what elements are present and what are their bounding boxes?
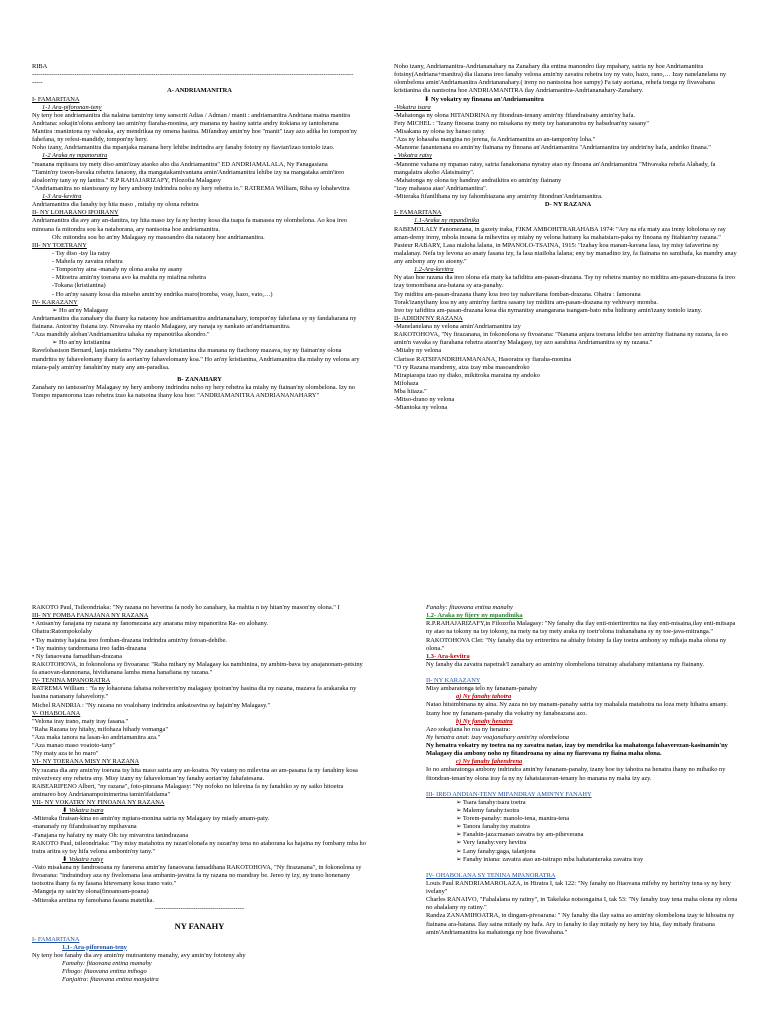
text-line: Mifohaza <box>394 379 419 387</box>
text-line: Andriamanitra dia avy any an-danitra, tsy hita maso izy fa ny heriny kosa dia tsapa fa manasea ny olombelona. Ao koa ireo minoana fa mitondra sou ka nataborana, ary nantsoina hoe andriamanitra. <box>32 217 347 233</box>
text-line: ➢ Torem-panahy: manolo-tena, manira-tena <box>456 815 570 822</box>
text-line: ➢ Fanahin-jaza:manao zavatra tsy am-piheverana <box>456 831 584 839</box>
text-line: Natao hitsimbinana ny aina. Ny zaza no tsy manam-panahy satria tsy mahalala matahotra na loza mety hihatra amany. Izany hoe ny fananam-panahy dia vokatry ny fanabeazana azo. <box>426 701 728 717</box>
text-line: III- NY TOETRANY <box>32 241 87 249</box>
text-line: -Mangeja ny sain'ny olona(finoanoam-poana) <box>32 888 149 896</box>
text-line: VII- NY VOKATRY NY FINOANA NY RAZANA <box>32 799 165 806</box>
text-line: ----- <box>32 79 43 87</box>
text-line: RAKOTOHOVA Clet: "Ny fanahy dia tsy eritreritra na ahiahy fotsiny fa ilay toetra ambony sy mihaja maha olona ny olona." <box>426 636 727 652</box>
page-top-right-column <box>394 63 742 493</box>
text-line: "Ny maty aza te ho maro" <box>32 750 99 758</box>
text-line: Andriana: sokajin'olona ambony tao amin'ny fiaraha-monina, ary manana ny hasiny satria andry itokiana sy iantoherana <box>32 119 339 127</box>
text-line: Io no ambaratonga ambony indrindra amin'ny fananam-panahy, izany hoe tsy tahotra na henatra ihany no mibaiko ny fitondran-tenan'ny olona iray fa ny ny fahatsiaravan-tenany ho manana ny maha izy azy. <box>426 766 726 782</box>
text-line: - Vokatra ratsy <box>394 152 432 160</box>
text-line: II- NY KARAZANY <box>426 677 481 684</box>
text-line: Manitra :manintona ny vahoaka, ary mendrikaa ny omena hasina. Mifandray amin'ny hoe "manit" izay azo adika ho tompon'ny fahefana, ny refesi-mandidy, tompon'ny hery. <box>32 128 358 144</box>
text-line: V- OHABOLANA <box>32 709 81 717</box>
page-bottom-right-column <box>426 604 742 1019</box>
text-line: Tsy miditra am-pasan-drazana ihany koa ireo tsy nahavitana fomban-drazana. Ohatra : famorana <box>394 290 641 298</box>
text-line: ➢ Lany fanahy:gaga, talanjona <box>456 847 536 855</box>
text-line: -Mahatonga ny olona HITANDRINA ny fitondran-tenany amin'ny fifandraisany amin'ny hafa. <box>394 111 636 119</box>
text-line: 1-3 Ara-kevitra <box>42 193 82 200</box>
text-line: Fety MICHEL : "Izany finoana izany no misakana ny mety tsy hanaranotra ny habadoan'ny sasany" <box>394 119 649 127</box>
text-line: 1.1- Ara-piforonan-teny <box>62 943 127 951</box>
text-line: -Mitahy ny velona <box>394 347 442 355</box>
text-line: Michel RANDRIA : "Ny razana no voalohany indrindra ankatoavina sy hajain'ny Malagasy." <box>32 701 271 709</box>
text-line: VI- NY TOERANA MISY NY RAZANA <box>32 758 140 766</box>
text-line: IV- OHABOLANA SY TENINA MPANORATRA <box>426 871 556 879</box>
text-line: -Mitso-drano ny velona <box>394 396 455 404</box>
text-line: "manana mpitsara tsy mety diso amin'izay ataoko aho dia Andriamanitra" ED ANDRIAMALALA, Ny Fanagasiana <box>32 160 328 168</box>
text-line: a) Ny fanahy tahotra <box>456 693 512 701</box>
text-line: "Aza maka tanora na lasan-ko andriamanitra aza." <box>32 734 161 741</box>
text-line: Ny henatra vokatry ny toetra na ny zavatra natao, izay tsy mendrika ka mahatonga fahaverezan-kasinamin'ny Malagasy dia ambony noho ny fitandroana ny aina ny fiarovana ny fiaina maha olona. <box>426 742 728 758</box>
text-line: NY FANAHY <box>174 920 225 931</box>
text-line: ------------------------------------------ <box>154 904 245 912</box>
text-line: Andriamanitra dia fanahy tsy hita maso , mitahy ny olona rehetra <box>32 201 199 209</box>
text-line: 1.2- Araka ny fijery ny mpandinika <box>426 612 523 620</box>
text-line: - Tompon'ny aina -manaly ny olona araka ny asany <box>52 266 183 274</box>
text-line: "Aza ny lohasaha mangina no jerena, fa Andriamanitra ao an-tampon'ny loha." <box>394 136 596 144</box>
text-line: Fanjaitra: fitaovana entina manjaitra <box>62 976 159 984</box>
text-line: • Tsy maintsy hajaina ireo fomban-drazana indrindra amin'ny fotoan-dehibe. <box>32 636 228 644</box>
text-line: IV- TENINA MPANORATRA <box>32 677 111 685</box>
text-line: Randza ZANAMIHOATRA, in dingam-pivoarana: " Ny fanahy dia ilay saina ao amin'ny olombelona izay te hihoatra ny fiainana ara-batana. Ilay saina mitady ny hafa. Ary io fanahy io ilay mitady ny hery tsy hita, ilay mitady firaisana amin'Andriamanitra ka mahatonga ny hoe fivavahana." <box>426 912 735 936</box>
text-line: II- NY LOHARANO IPOIRANY <box>32 209 119 217</box>
text-line: "Andriamanitra no niantsoany ny hery ambony indrindra noho ny hery rehetra io." RATREMA William, Riba sy lohahevitra <box>32 184 350 192</box>
text-line: "Aza manao maso voatoto-tany" <box>32 742 116 750</box>
text-line: III- NY FOMBA FANAJANA NY RAZANA <box>32 612 149 620</box>
text-line: -Vokatra tsara <box>394 103 431 111</box>
text-line: ------------------------------------------------------------------------------------------------------------------------------------------------------- <box>32 71 354 79</box>
text-line: Oh: mitondra sou ho an'ny Malagasy ny masoandro dia nataony hoe andriamanitra. <box>52 233 265 241</box>
text-line: Clarisse RATSIFANDRIHAMANANA, Hasoratra sy fiaraha-monina <box>394 355 572 363</box>
text-line: Famahy: fitaovana entina mamahy <box>62 959 152 967</box>
text-line: -Miantoka ny velona <box>394 404 448 412</box>
text-line: -Manome fanantenana eo amin'ny fiainana ny finoana an'Andriamanitra "Andriamanitra tsy andrin'ny hafa, andriko finana." <box>394 144 711 152</box>
text-line: b) Ny fanahy henatra <box>456 717 513 725</box>
text-line: B- ZANAHARY <box>177 375 222 383</box>
text-line: RAKOTOHOVA, in fokonolona sy fivoarana: "Raha mihary ny Malagasy ka nambinina, ny ambim-bava tsy anajanonam-petsiny fa anaovan-dannonana, hividianana lamba mena hanafiana ny razana." <box>32 660 363 676</box>
text-line: Mba hiiaza." <box>394 388 427 395</box>
text-line: I- FAMARITANA <box>32 95 80 103</box>
text-line: RAKOTO Paul, Tsileondriaka: "Ny razana no heverina fa nody ho zanahary, ka mahita n tsy hitan'ny mason'ny olona." I <box>32 604 340 611</box>
text-line: III- IREO ANDIAN-TENY MIFANDRAY AMIN'NY FANAHY <box>426 790 592 798</box>
text-line: - Mahefa ny zavatra rehetra <box>52 258 123 265</box>
text-line: II- ADIDIN'NY RAZANA <box>394 314 463 322</box>
text-line: -Miteraka firaisan-kina eo amin'ny mpiara-monina satria ny Malagasy tsy miady amam-paty. <box>32 815 270 823</box>
text-line <box>426 669 742 677</box>
text-line: ⬇ Vokatra ratsy <box>62 855 104 863</box>
text-line: Pasteur RABARY, Lasa nialoha lalana, in MPANOLO-TSAINA, 1915: "Izahay koa manan-kavana lasa, tsy misy tafaverina ny malalanay. Nefa tsy levona ao anaty fasana izy, fa lasa niaiIoha lalana; eny tsy manadino izy, fa fiainana no samihafa, ka mandry anay any ambony any no atoeny." <box>394 241 737 265</box>
text-line: c) Ny fanahy fahendrena <box>456 758 523 766</box>
text-line: -Manome vahana ny mpanao ratsy, satria fanakonana nyratsy atao ny finoana an'Andriamanitra "Mivavaka rehefa Alahady, fa mangalatra akoho Alatsinainy". <box>394 160 716 176</box>
text-line: 1-1 Ara-piforonan-teny <box>42 103 102 111</box>
page-bottom-left-column <box>32 604 367 1019</box>
text-line: -Miteraka fifanilihana ny tsy fahombiazana any amin'ny fitondran'Andriamanitra. <box>394 193 603 200</box>
text-line: RAKOTOHOVA, "Ny firazanana, in fokonolona sy fivoarana: "Nanana anjara toerana lehibe teo amin'ny fiainana ny razana, fa eo amin'n vavaka sy fiarahana rehetra ataon'ny Malagasy, tsy azo aarahina Andriamanitra sy ny razana." <box>394 331 728 347</box>
text-line: -Mahatonga ny olona tsy handray andraikitra eo amin'ny fiainany <box>394 176 562 184</box>
text-line: ➢ Tsara fanahy:tsara toetra <box>456 798 526 806</box>
text-line: D- NY RAZANA <box>544 201 592 209</box>
text-line: "Aza mandidy aloban'Andriamanitra tahaka ny mpanotrika akondro." <box>32 331 210 339</box>
text-line: 1.2-Ara-kevitra <box>414 266 454 274</box>
text-line: Zanahary no iantsoan'ny Malagasy ny hery ambony indrindra noho ny hery rehetra ka miahy ny fiainan'ny olombelona. Izy no Tompo mpamorona izao rehetra izao ka natsoina ihany koa hoe: "ANDRIAMANITRA ANDRIANANAHARY" <box>32 383 355 399</box>
text-line: Ireo tsy tafiditra am-pasan-drazana kosa dia nymanitsy anangarana tsangam-bato mba hidirany amin'izany tontolo izany. <box>394 306 703 314</box>
text-line: Fanahy: fitaovana entina manahy <box>426 604 513 611</box>
text-line: "O ry Razana mandreny, aiza izay mba masoandroko <box>394 363 530 371</box>
text-line: -Manelanelana ny velona amin'Andriamanitra izy <box>394 323 521 330</box>
text-line: -Misakana ny olona tsy hanao ratsy <box>394 128 485 135</box>
text-line: Charles RANAIVO, "Fahalalana ny ratiny", in Takelaka notsongaina I, tak 53: "Ny fanahy izay tena maha olona ny olona no ahalalany ny ratiny." <box>426 896 738 912</box>
text-line: ➢ Tanora fanahy:tsy matotra <box>456 823 530 831</box>
text-line: 1.1-Araka ny mpandinika <box>414 217 480 225</box>
text-line: ⬇ Vokatra tsara <box>62 807 104 815</box>
text-line: A- ANDRIAMANITRA <box>167 87 232 95</box>
text-line: Noho izany, Andriamanitra dia mpanjaka manana hery lehibe indrindra ary fanahy fototry ny fiavian'izao tontolo izao. <box>32 144 335 152</box>
text-line: -Tokana (kristianina) <box>52 282 106 290</box>
text-line: Azo sokajiana ho roa ny henatra: <box>426 725 511 733</box>
text-line: - Ho an'ny sasany kosa dia miseho amin'ny endrika maro(tromba, voay, hazo, vato,…) <box>52 290 273 298</box>
text-line: IV- KARAZANY <box>32 298 78 306</box>
text-line <box>426 783 742 791</box>
text-line: Torak'izanyihany koa ny any amin'ny faritra sasany tsy miditra am-pasan-drazana ny vehivavy momba. <box>394 298 658 306</box>
text-line: ➢ Malemy fanahy:tsotra <box>456 806 520 814</box>
text-line: RIBA <box>32 63 48 70</box>
text-line: I- FAMARITANA <box>394 209 442 217</box>
text-line: Andriamanitra dia zanahary dia ihany ka nataony hoe andriamanitra andriananahary, tompon'ny fahefana sy ny fandaharana ny fiainana. Anton'ny fisiana izy. Nivavaka ny ntaolo Malagasy, ary nanaja sy nankato an'andriamanitra. <box>32 314 357 330</box>
text-line: • Ny fanaovana famadihan-drazana <box>32 652 123 660</box>
text-line: ➢ Ho an'ny Malagasy <box>52 306 109 314</box>
text-line: RAKOTO Paul, tsileondriaka: "Tsy misy matahotra ny razan'olonafa ny razan'ny tena no atahorana ka hajaina ny fombany mba ho tratra aritra sy tsy hifa velona ambonin'ny tany." <box>32 839 366 855</box>
text-line: Mirapiarapa izao ny diako, mikitroka marainа ny andoko <box>394 371 540 379</box>
text-line: Ny henatra anat: izay voajanahary amin'ny olombelona <box>426 733 570 741</box>
text-line: Fihogo: fitaovana entina mihogo <box>62 968 147 976</box>
text-line: Ny fanahy dia zavatra napetrak'I zanahary ao amin'ny olombelona tsirairay ahafahany mitantana ny fiainany. <box>426 660 704 668</box>
text-line: • Anisan'ny fanajana ny razana ny fanomezana azy anarana misy mpanoritra Ra- eo alohany. <box>32 620 269 628</box>
text-line: - Tsy diso -tsy lia ratsy <box>52 249 111 257</box>
text-line: Ny teny hoe fanahy dia avy amin'ny mutoanteny manahy, avy amin'ny fototeny ahy <box>32 951 246 959</box>
text-line: 1-2 Araka ny mpanoratra <box>42 152 108 160</box>
text-line: RABEMOLALY Fanomezana, in gazety iraka, FJKM AMBOHITRARAHABA 1974: "Ary na efa maty aza ireny loholona sy ray aman-dreny ireny, mbola inoana fa mihevitra sy miahy ny velona hatrany ka mahatsiaro-paka ny finoana ny fitahian'ny razana." <box>394 225 726 241</box>
text-line: ➢ Very fanahy:very hevitra <box>456 839 527 847</box>
text-line: ➢ Ho an'ny kristianina <box>52 339 111 347</box>
text-line: • Tsy maintsy tandremana ireo fadin-drazana <box>32 644 147 652</box>
text-line: -Miteraka aretina ny famohana fasana matetika. <box>32 896 155 904</box>
text-line: RABEARIFENO Albert, "ny razana", foto-pinoana Malagasy: "Ny nofoko no hilevina fa ny fanahiko sy ny saiko hitoetra aminareo hoy Andrianampoinimerina tamin'ifaidama" <box>32 782 344 798</box>
text-line: - Mitoetra amin'ny toerana avo ka mahita ny miafina rehetra <box>52 274 206 282</box>
text-line: ➢ Fanahy iniana: zavatra atao an-tsitrapo mba hahatanteraka zavatra iray <box>456 855 644 863</box>
text-line <box>32 913 367 921</box>
text-line: "Velona iray trano, maty iray fasana." <box>32 717 129 725</box>
text-line: R.P.RAHAJARIZAFY,in Filozofia Malagasy: "Ny fanahy dia ilay enti-mieritreritra na ilay enti-misaina,ilay enti-mitsapa ny atao na tokony na tsy tokony, na mety na tsy mety araka ny toetr'olona irahanahana sy ny toe-java-mitranga." <box>426 620 736 636</box>
text-line: "Raha Razana tsy hitahy, mifohaza hihady vomanga" <box>32 725 168 733</box>
text-line: Ohatra:Ratompokolahy <box>32 628 92 636</box>
text-line: -mananafy ny fifandraisan'ny mpihavana <box>32 823 137 831</box>
text-line: "Tamin'ny toeon-bavaka rehetra fanaony, dia mangatakamivantana amin'Andriamanitra lehibe izy na mangataka amin'ireo aloalon'ny tany sy ny lanitra." R.P RAHAJARIZAFY, Filozofia Malagasy <box>32 168 345 184</box>
text-line: ⬇ Ny vokatry ny finoana an'Andriamanitra <box>424 95 544 103</box>
text-line: Noho izany, Andriamanitra-Andriananahary na Zanahary dia entina manondro ilay mpahary, satria ny hoe Andriamanitra fotsiny(Andriana+manitra) dia ilazana ireo fanahy velona amin'ny zavatra rehetra toy ny vato, hazo, rano,… Izay nanelanelana ny olombelona amin'Andriamanitra Andriananahary.( ireny no nantsoina hoe sampy) Fa taty aoriana, rehefa tonga ny fivavahana kristianina dia nantsoina hoe ANDRIAMANITRA ilay Andriamanitra-Andriananahary-Zanahary. <box>394 63 727 95</box>
text-line: -Fanajana ny hafatry ny maty Oh: tsy mivarotra tanindrazana <box>32 831 189 839</box>
text-line: Misy ambaratonga telo ny fananam-panahy <box>426 685 538 693</box>
text-line: Ny atao hoe razana dia ireo olona efa maty ka tafiditra am-pasan-drazana. Tsy ny rehetra mantsy no miditra am-pasan-drazana fa ireo izay tomombana ara-batana sy ara-panahy. <box>394 274 735 290</box>
text-line: RATREMA William : "fa ny lohaorana fahatsa noheverin'ny malagasy ipoiran'ny hasina dia ny razana, mazava fa arakaraka ny hasina nananany fahavelony." <box>32 685 357 701</box>
text-line: Ny razana dia any amin'ny toerana tsy hita maso satria any an-koatra. Ny vatany no milevina ao am-pasana fa ny fanahiny kosa mivezivezy eny rehetra eny. Misy izany ny fahavelomanʼny fanahy aorian'ny fahafatesana. <box>32 766 358 782</box>
text-line: Ravelohasison Bernard, lanja mieketra "Ny zanahary kristianina dia manana ny fiachony mazava, tsy ny fiainan'ny olona mandritra ny fahavelomany ihany fa aorian'ny fahavelomany koa." Ho an'ny kristianina, Andriamanitra dia miahy ny velona ary miara-paly amin'ny fanahin'ny maty any am-paradisa. <box>32 347 360 371</box>
text-line: Louis Paul RANDRIAMAROLAZA, in Hiratra I, tak 122: "Ny fanahy no fitaovana mifehy ny herin'ny tena sy ny hery ivelany" <box>426 879 731 895</box>
text-line: I- FAMARITANA <box>32 935 80 943</box>
text-line: "izay mahasoa atao' Andriamanitra". <box>394 184 488 192</box>
text-line <box>426 864 742 872</box>
page-top-left-column <box>32 63 367 483</box>
text-line: 1.3- Ara-kevitra <box>426 652 470 660</box>
text-line: -Vato misakana ny fandrosoana ny fanerena amin'ny fanaovana famadihana RAKOTOHOVA, "Ny firazanana", in fokonolona sy fivoarana: "indraindray aza ny fivelomana lasa ambanin-javatra fa ny razana no mandray be. Jereo ty izy, ny trano honenany tsotsotra ihany fa ny fasana hitevenany kosa trano vato." <box>32 864 362 888</box>
text-line: Ny teny hoe andriamanitra dia nalaina tamin'ny teny sanscrit Adias / Adman / manit : andriamanitra Andriana maina manitra <box>32 111 351 119</box>
